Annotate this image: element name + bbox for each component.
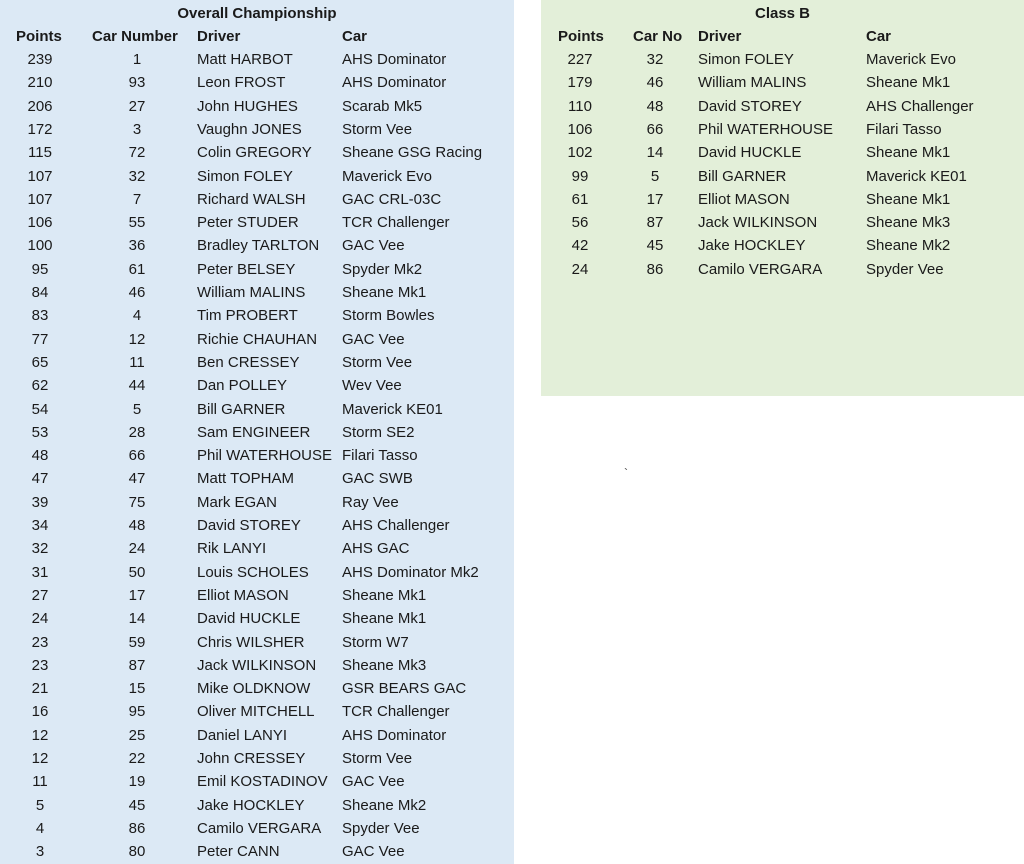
driver-cell: Matt HARBOT [197,51,293,68]
car-number-cell: 72 [128,144,146,162]
car-number-cell: 44 [128,377,146,395]
points-cell: 106 [567,120,593,138]
car-cell: AHS Dominator [342,726,447,744]
points-cell: 83 [31,307,49,325]
table-row [0,700,514,723]
table-row [0,398,514,421]
table-row [0,444,514,467]
driver-cell: Jake HOCKLEY [197,796,305,814]
car-cell: GAC SWB [342,470,413,488]
points-cell: 100 [27,237,53,255]
points-cell: 61 [571,190,589,208]
car-number-cell: 87 [128,656,146,674]
car-number-cell: 12 [128,330,146,348]
driver-cell: Emil KOSTADINOV [197,773,328,791]
points-cell: 62 [31,377,49,395]
header-car-number: Car Number [92,28,178,45]
car-cell: Sheane Mk2 [342,796,427,814]
car-cell: GAC Vee [342,773,405,791]
table-row [0,71,514,94]
points-cell: 84 [31,284,49,301]
table-row [541,234,1024,257]
driver-cell: Tim PROBERT [197,307,298,325]
table-row [541,258,1024,281]
car-number-cell: 45 [128,796,146,814]
table-row [0,467,514,490]
car-number-cell: 24 [128,540,146,558]
driver-cell: Jack WILKINSON [698,214,818,232]
car-number-cell: 46 [646,74,664,92]
driver-cell: Leon FROST [197,74,286,92]
points-cell: 106 [27,214,53,232]
car-number-cell: 86 [128,819,146,837]
class-b-title: Class B [754,5,811,22]
car-number-cell: 25 [128,726,146,744]
points-cell: 47 [31,470,49,488]
table-row [541,71,1024,94]
car-cell: Maverick KE01 [866,167,967,185]
table-row [0,234,514,257]
driver-cell: Simon FOLEY [698,51,794,68]
points-cell: 102 [567,144,593,162]
driver-cell: Camilo VERGARA [698,260,823,278]
driver-cell: John HUGHES [197,97,298,115]
table-row [541,165,1024,188]
points-cell: 206 [27,97,53,115]
car-cell: Maverick Evo [342,167,433,185]
driver-cell: David HUCKLE [698,144,802,162]
car-cell: Filari Tasso [342,447,418,465]
car-number-cell: 50 [128,563,146,581]
points-cell: 110 [568,97,592,115]
car-number-cell: 47 [128,470,146,488]
car-number-cell: 19 [128,773,146,791]
table-row [0,817,514,840]
points-cell: 11 [32,773,48,791]
car-cell: Sheane Mk1 [342,586,427,604]
car-cell: Storm W7 [342,633,409,651]
car-cell: Sheane Mk2 [866,237,951,255]
car-number-cell: 3 [132,120,142,138]
table-row [541,141,1024,164]
header-driver: Driver [197,28,241,45]
car-number-cell: 14 [646,144,664,162]
header-points: Points [558,28,604,45]
driver-cell: Rik LANYI [197,540,267,558]
points-cell: 95 [31,260,49,278]
table-row [0,141,514,164]
points-cell: 239 [27,51,53,68]
points-cell: 56 [571,214,589,232]
table-row [0,95,514,118]
driver-cell: Jack WILKINSON [197,656,317,674]
points-cell: 3 [35,843,45,861]
table-row [0,514,514,537]
table-row [0,211,514,234]
table-row [0,631,514,654]
car-number-cell: 95 [128,703,146,721]
driver-cell: Mark EGAN [197,493,278,511]
table-row [0,537,514,560]
car-number-cell: 66 [128,447,146,465]
table-row [0,491,514,514]
driver-cell: David STOREY [698,97,802,115]
driver-cell: Elliot MASON [698,190,790,208]
stray-mark: ` [624,466,628,480]
points-cell: 48 [31,447,49,465]
table-row [0,374,514,397]
table-row [0,584,514,607]
driver-cell: William MALINS [698,74,807,92]
car-number-cell: 7 [132,190,142,208]
points-cell: 34 [31,517,49,534]
header-car-no: Car No [633,28,683,45]
car-cell: Spyder Vee [342,819,420,837]
driver-cell: David HUCKLE [197,610,301,628]
driver-cell: David STOREY [197,517,301,534]
driver-cell: Vaughn JONES [197,120,302,138]
car-cell: AHS Dominator [342,51,447,68]
car-number-cell: 55 [128,214,146,232]
driver-cell: Bill GARNER [197,400,286,418]
car-cell: Sheane Mk1 [866,74,951,92]
points-cell: 39 [31,493,49,511]
car-number-cell: 48 [646,97,664,115]
points-cell: 53 [31,423,49,441]
driver-cell: Peter CANN [197,843,280,861]
car-cell: GAC Vee [342,843,405,861]
car-cell: Sheane Mk1 [866,144,951,162]
car-cell: GAC CRL-03C [342,190,442,208]
table-row [0,607,514,630]
points-cell: 23 [31,633,49,651]
car-cell: Sheane Mk1 [342,610,427,628]
car-number-cell: 32 [646,51,664,68]
header-driver: Driver [698,28,742,45]
points-cell: 24 [571,260,589,278]
table-row [0,561,514,584]
table-row [0,118,514,141]
points-cell: 12 [31,750,49,767]
car-cell: Maverick Evo [866,51,957,68]
car-cell: TCR Challenger [342,703,450,721]
driver-cell: Louis SCHOLES [197,563,309,581]
car-cell: TCR Challenger [342,214,450,232]
driver-cell: William MALINS [197,284,306,301]
car-cell: GAC Vee [342,237,405,255]
points-cell: 115 [28,144,52,162]
driver-cell: Ben CRESSEY [197,353,300,371]
car-cell: Ray Vee [342,493,399,511]
points-cell: 5 [35,796,45,814]
table-row [0,258,514,281]
driver-cell: Matt TOPHAM [197,470,294,488]
car-number-cell: 46 [128,284,146,301]
car-cell: Sheane GSG Racing [342,144,483,162]
table-row [0,794,514,817]
car-cell: Storm Bowles [342,307,435,325]
table-row [0,724,514,747]
points-cell: 12 [31,726,49,744]
car-number-cell: 87 [646,214,664,232]
table-row [541,95,1024,118]
car-cell: AHS Dominator [342,74,447,92]
points-cell: 107 [27,190,53,208]
car-number-cell: 48 [128,517,146,534]
car-number-cell: 27 [128,97,146,115]
car-number-cell: 28 [128,423,146,441]
car-number-cell: 4 [132,307,142,325]
points-cell: 4 [35,819,45,837]
points-cell: 54 [31,400,49,418]
car-cell: Scarab Mk5 [342,97,423,115]
car-cell: AHS GAC [342,540,410,558]
table-row [0,48,514,71]
header-car: Car [342,28,368,45]
car-cell: Storm Vee [342,120,413,138]
header-points: Points [16,28,62,45]
car-cell: GAC Vee [342,330,405,348]
driver-cell: Colin GREGORY [197,144,312,162]
points-cell: 32 [31,540,49,558]
overall-header-row [0,25,514,48]
car-cell: Spyder Vee [866,260,944,278]
table-row [0,421,514,444]
car-number-cell: 15 [128,680,146,698]
driver-cell: Dan POLLEY [197,377,288,395]
points-cell: 107 [27,167,53,185]
overall-title: Overall Championship [177,5,337,22]
car-number-cell: 45 [646,237,664,255]
header-car: Car [866,28,892,45]
table-row [0,351,514,374]
driver-cell: Phil WATERHOUSE [197,447,333,465]
car-number-cell: 11 [129,353,145,371]
table-row [0,770,514,793]
car-cell: Sheane Mk1 [866,190,951,208]
driver-cell: Mike OLDKNOW [197,680,311,698]
points-cell: 23 [31,656,49,674]
points-cell: 42 [571,237,589,255]
driver-cell: Phil WATERHOUSE [698,120,834,138]
table-row [0,747,514,770]
points-cell: 65 [31,353,49,371]
driver-cell: Bill GARNER [698,167,787,185]
car-cell: AHS Challenger [866,97,974,115]
points-cell: 21 [31,680,49,698]
class-b-table [541,0,1024,396]
car-number-cell: 80 [128,843,146,861]
car-cell: Sheane Mk1 [342,284,427,301]
car-cell: Storm Vee [342,750,413,767]
car-cell: Sheane Mk3 [866,214,951,232]
points-cell: 179 [567,74,593,92]
car-number-cell: 93 [128,74,146,92]
driver-cell: Jake HOCKLEY [698,237,806,255]
driver-cell: Bradley TARLTON [197,237,320,255]
table-row [0,304,514,327]
driver-cell: Chris WILSHER [197,633,305,651]
driver-cell: John CRESSEY [197,750,306,767]
car-cell: Storm SE2 [342,423,415,441]
car-number-cell: 1 [132,51,142,68]
table-row [0,165,514,188]
table-row [541,48,1024,71]
driver-cell: Peter STUDER [197,214,299,232]
driver-cell: Peter BELSEY [197,260,296,278]
driver-cell: Richard WALSH [197,190,306,208]
class-b-header-row [541,25,1024,48]
table-row [541,118,1024,141]
points-cell: 172 [27,120,53,138]
car-cell: Storm Vee [342,353,413,371]
car-cell: Spyder Mk2 [342,260,423,278]
points-cell: 16 [31,703,49,721]
table-row [0,654,514,677]
car-cell: Sheane Mk3 [342,656,427,674]
table-row [0,328,514,351]
car-number-cell: 5 [650,167,660,185]
table-row [0,677,514,700]
driver-cell: Simon FOLEY [197,167,293,185]
car-number-cell: 32 [128,167,146,185]
driver-cell: Camilo VERGARA [197,819,322,837]
car-cell: AHS Challenger [342,517,450,534]
car-cell: GSR BEARS GAC [342,680,467,698]
points-cell: 31 [31,563,49,581]
points-cell: 99 [571,167,589,185]
points-cell: 24 [31,610,49,628]
car-number-cell: 61 [128,260,146,278]
car-number-cell: 75 [128,493,146,511]
driver-cell: Richie CHAUHAN [197,330,318,348]
table-row [0,840,514,863]
car-cell: Filari Tasso [866,120,942,138]
points-cell: 27 [31,586,49,604]
points-cell: 227 [567,51,593,68]
car-cell: AHS Dominator Mk2 [342,563,479,581]
table-row [0,188,514,211]
car-number-cell: 17 [646,190,664,208]
table-row [541,211,1024,234]
car-cell: Wev Vee [342,377,402,395]
table-row [541,188,1024,211]
car-number-cell: 5 [132,400,142,418]
car-number-cell: 14 [128,610,146,628]
car-number-cell: 36 [128,237,146,255]
car-number-cell: 17 [128,586,146,604]
car-number-cell: 66 [646,120,664,138]
points-cell: 77 [31,330,49,348]
car-cell: Maverick KE01 [342,400,443,418]
car-number-cell: 22 [128,750,146,767]
driver-cell: Daniel LANYI [197,726,288,744]
points-cell: 210 [27,74,53,92]
table-row [0,281,514,304]
driver-cell: Sam ENGINEER [197,423,311,441]
driver-cell: Elliot MASON [197,586,289,604]
car-number-cell: 86 [646,260,664,278]
driver-cell: Oliver MITCHELL [197,703,315,721]
car-number-cell: 59 [128,633,146,651]
